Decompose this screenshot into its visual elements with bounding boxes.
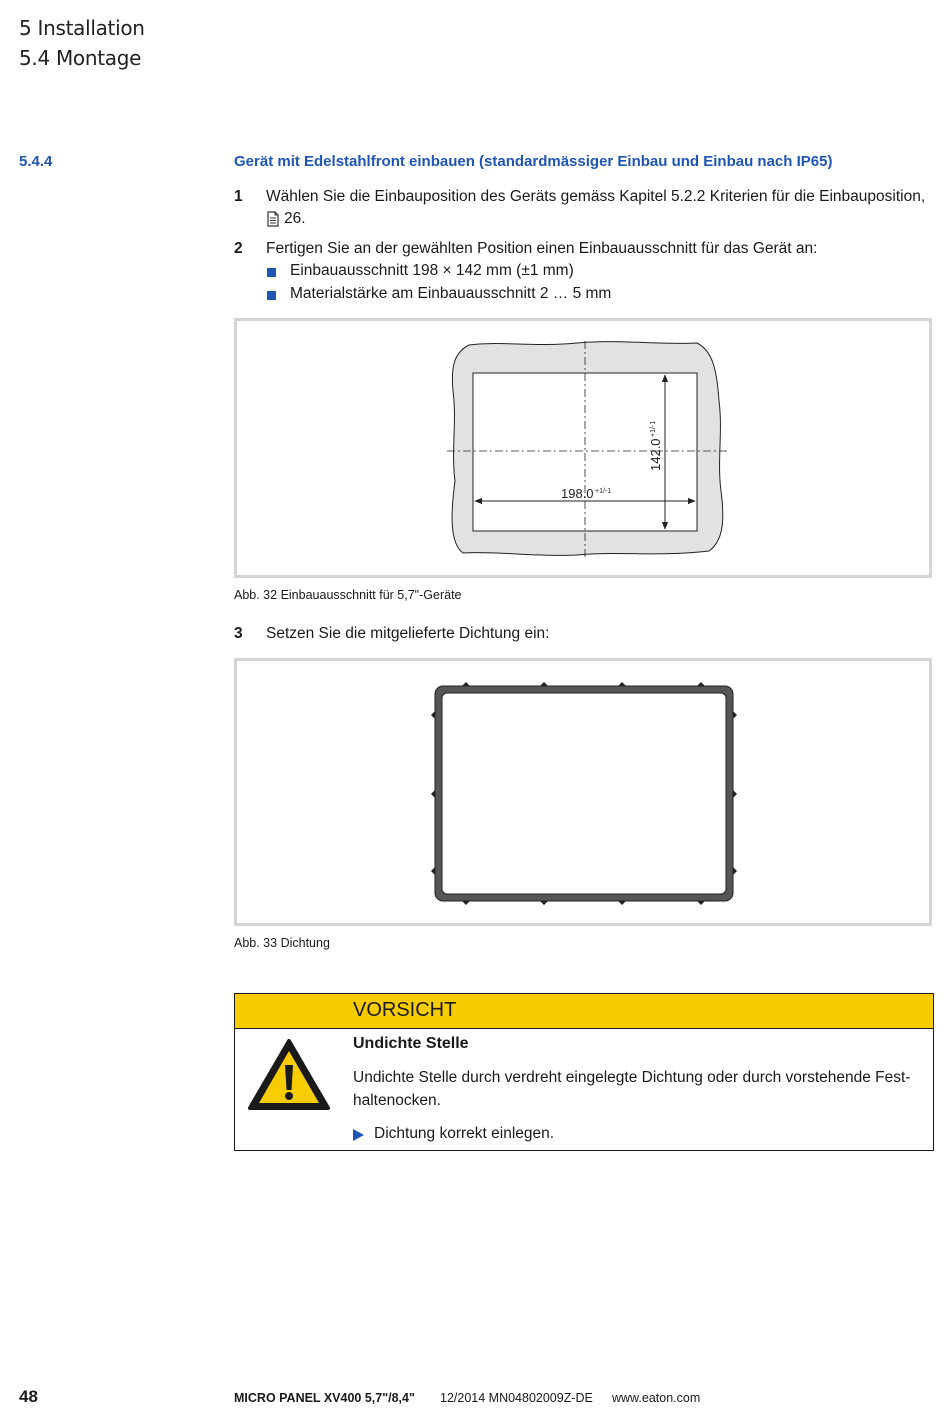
caution-box [234, 993, 934, 1151]
step-1-text: Wählen Sie die Einbauposition des Geräts gemäss Kapitel 5.2.2 Kriterien für die Einbauposition, [266, 188, 926, 205]
width-tolerance-label: +1/-1 [595, 488, 612, 495]
step-1-page-ref[interactable]: 26. [284, 210, 306, 227]
figure-32-caption: Abb. 32 Einbauausschnitt für 5,7"-Geräte [234, 588, 462, 602]
warning-triangle-icon [247, 1038, 331, 1117]
step-2-number: 2 [234, 240, 243, 257]
figure-33-caption: Abb. 33 Dichtung [234, 936, 330, 950]
section-title: Gerät mit Edelstahlfront einbauen (standardmässiger Einbau und Einbau nach IP65) [234, 153, 833, 170]
figure-cutout [234, 318, 932, 578]
height-tolerance-label: +1/-1 [650, 420, 657, 437]
step-3-number: 3 [234, 625, 243, 642]
footer-url[interactable]: www.eaton.com [612, 1391, 701, 1405]
gasket-inner [442, 693, 726, 894]
bullet-item: Materialstärke am Einbauausschnitt 2 … 5 mm [290, 285, 612, 302]
action-arrow-icon [353, 1129, 364, 1141]
page-number: 48 [19, 1387, 38, 1406]
bullet-square [267, 268, 276, 277]
caution-subtitle: Undichte Stelle [353, 1035, 469, 1052]
footer-document-id: 12/2014 MN04802009Z-DE [440, 1391, 593, 1405]
step-3-text: Setzen Sie die mitgelieferte Dichtung ein: [266, 625, 550, 642]
section-number: 5.4.4 [19, 153, 53, 170]
bullet-item: Einbauausschnitt 198 × 142 mm (±1 mm) [290, 262, 574, 279]
gasket-drawing [237, 661, 929, 923]
page-reference-icon [266, 211, 280, 227]
section-heading: 5.4 Montage [19, 46, 142, 70]
step-1-number: 1 [234, 188, 243, 205]
caution-text-line2: haltenocken. [353, 1092, 441, 1109]
cutout-drawing [237, 321, 929, 575]
step-2-text: Fertigen Sie an der gewählten Position einen Einbauausschnitt für das Gerät an: [266, 240, 818, 257]
caution-header [235, 994, 933, 1029]
bullet-square [267, 291, 276, 300]
caution-text-line1: Undichte Stelle durch verdreht eingelegte Dichtung oder durch vorstehende Fest- [353, 1069, 911, 1086]
figure-gasket [234, 658, 932, 926]
chapter-heading: 5 Installation [19, 16, 145, 40]
caution-title: VORSICHT [353, 999, 457, 1021]
caution-action: Dichtung korrekt einlegen. [374, 1125, 555, 1142]
footer-product: MICRO PANEL XV400 5,7"/8,4" [234, 1391, 415, 1405]
height-dimension-label: 142.0 [648, 438, 663, 471]
width-dimension-label: 198.0 [561, 486, 594, 501]
